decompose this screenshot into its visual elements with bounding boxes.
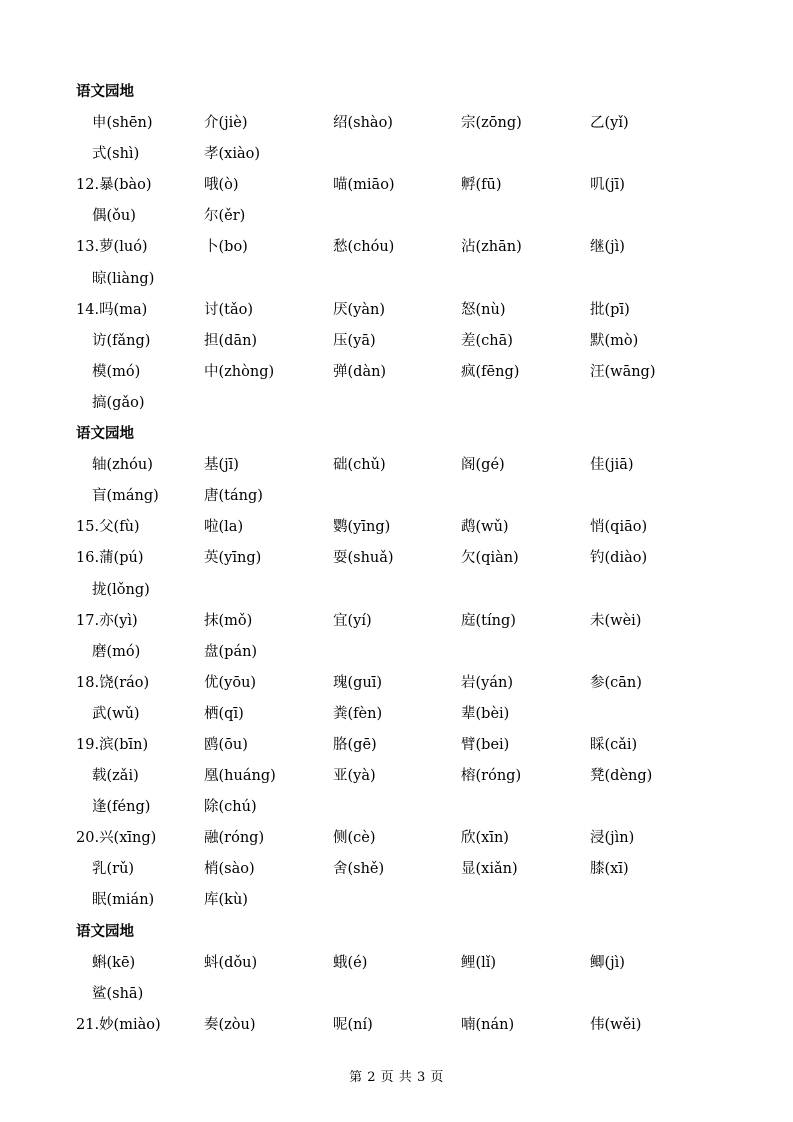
- character-pinyin: 抹(mǒ): [204, 612, 253, 629]
- pinyin-entry: [204, 734, 248, 756]
- section-heading: [0, 920, 793, 951]
- lesson-row: [0, 733, 793, 764]
- pinyin-entry: [204, 330, 257, 352]
- pinyin-entry: [333, 610, 372, 632]
- character-pinyin: 宗(zōng): [461, 115, 522, 132]
- pinyin-entry: [333, 734, 377, 756]
- character-pinyin: 侧(cè): [333, 830, 376, 847]
- word-row: [0, 982, 793, 1013]
- character-pinyin: 除(chú): [204, 799, 257, 816]
- character-pinyin: 亦(yì): [99, 612, 138, 629]
- character-pinyin: 鹉(wǔ): [461, 519, 509, 536]
- pinyin-entry: [333, 299, 385, 321]
- pinyin-entry: [333, 547, 394, 569]
- character-pinyin: 胳(gē): [333, 736, 377, 753]
- lesson-number: 15.: [76, 519, 100, 536]
- pinyin-entry: [333, 703, 382, 725]
- word-row: [0, 453, 793, 484]
- character-pinyin: 饶(ráo): [99, 674, 150, 691]
- character-pinyin: 厌(yàn): [333, 301, 385, 318]
- pinyin-entry: [590, 330, 638, 352]
- character-pinyin: 钓(diào): [590, 550, 648, 567]
- pinyin-entry: [333, 516, 390, 538]
- pinyin-entry: [333, 1014, 373, 1036]
- pinyin-entry: [590, 672, 642, 694]
- character-pinyin: 蝌(kē): [92, 954, 136, 971]
- character-pinyin: 榕(róng): [461, 768, 522, 785]
- pinyin-entry: [92, 889, 154, 911]
- pinyin-entry: [204, 485, 263, 507]
- pinyin-entry: [76, 672, 149, 694]
- character-pinyin: 舍(shě): [333, 861, 385, 878]
- character-pinyin: 申(shēn): [92, 115, 153, 132]
- pinyin-entry: [461, 1014, 514, 1036]
- pinyin-entry: [92, 454, 153, 476]
- word-row: [0, 484, 793, 515]
- pinyin-entry: [204, 299, 253, 321]
- pinyin-entry: [333, 765, 376, 787]
- character-pinyin: 妙(miào): [99, 1016, 161, 1033]
- character-pinyin: 讨(tǎo): [204, 301, 254, 318]
- character-pinyin: 武(wǔ): [92, 705, 140, 722]
- character-pinyin: 凰(huáng): [204, 768, 276, 785]
- pinyin-entry: [76, 174, 152, 196]
- character-pinyin: 梢(sào): [204, 861, 255, 878]
- pinyin-entry: [590, 454, 634, 476]
- word-row: [0, 111, 793, 142]
- character-pinyin: 瑰(guī): [333, 674, 383, 691]
- character-pinyin: 岩(yán): [461, 674, 513, 691]
- character-pinyin: 载(zǎi): [92, 768, 139, 785]
- character-pinyin: 呢(ní): [333, 1016, 373, 1033]
- pinyin-entry: [590, 952, 625, 974]
- pinyin-entry: [92, 703, 140, 725]
- word-row: [0, 888, 793, 919]
- pinyin-entry: [333, 174, 395, 196]
- pinyin-entry: [204, 236, 248, 258]
- pinyin-entry: [204, 672, 256, 694]
- pinyin-entry: [204, 547, 261, 569]
- character-pinyin: 凳(dèng): [590, 768, 653, 785]
- pinyin-entry: [76, 236, 148, 258]
- character-pinyin: 鲨(shā): [92, 985, 144, 1002]
- lesson-row: [0, 235, 793, 266]
- lesson-number: 12.: [76, 177, 100, 194]
- character-pinyin: 伟(wěi): [590, 1016, 642, 1033]
- pinyin-entry: [204, 174, 239, 196]
- character-pinyin: 吗(ma): [99, 301, 148, 318]
- pinyin-entry: [92, 983, 143, 1005]
- character-pinyin: 睬(cǎi): [590, 736, 638, 753]
- pinyin-entry: [92, 796, 150, 818]
- lesson-row: [0, 298, 793, 329]
- character-pinyin: 弹(dàn): [333, 363, 387, 380]
- lesson-row: [0, 546, 793, 577]
- section-heading-text: 语文园地: [76, 922, 134, 940]
- character-pinyin: 臂(bei): [461, 736, 510, 753]
- lesson-row: [0, 1013, 793, 1044]
- vocabulary-list: [0, 80, 793, 1044]
- character-pinyin: 鹦(yīng): [333, 519, 391, 536]
- pinyin-entry: [461, 361, 519, 383]
- word-row: [0, 764, 793, 795]
- character-pinyin: 暴(bào): [99, 177, 152, 194]
- character-pinyin: 喵(miāo): [333, 177, 395, 194]
- pinyin-entry: [590, 547, 647, 569]
- character-pinyin: 默(mò): [590, 332, 639, 349]
- pinyin-entry: [333, 236, 394, 258]
- character-pinyin: 膝(xī): [590, 861, 629, 878]
- pinyin-entry: [333, 672, 382, 694]
- character-pinyin: 继(jì): [590, 239, 625, 256]
- pinyin-entry: [92, 952, 135, 974]
- pinyin-entry: [204, 858, 255, 880]
- pinyin-entry: [76, 1014, 161, 1036]
- character-pinyin: 萝(luó): [99, 239, 148, 256]
- lesson-number: 18.: [76, 674, 100, 691]
- character-pinyin: 孝(xiào): [204, 146, 261, 163]
- pinyin-entry: [590, 174, 625, 196]
- character-pinyin: 愁(chóu): [333, 239, 395, 256]
- character-pinyin: 未(wèi): [590, 612, 642, 629]
- lesson-row: [0, 173, 793, 204]
- pinyin-entry: [92, 205, 136, 227]
- word-row: [0, 857, 793, 888]
- pinyin-entry: [76, 610, 138, 632]
- pinyin-entry: [590, 516, 647, 538]
- character-pinyin: 介(jiè): [204, 115, 248, 132]
- pinyin-entry: [204, 641, 257, 663]
- character-pinyin: 栖(qī): [204, 705, 244, 722]
- word-row: [0, 640, 793, 671]
- section-heading-text: 语文园地: [76, 425, 134, 443]
- character-pinyin: 鲫(jì): [590, 954, 625, 971]
- word-row: [0, 795, 793, 826]
- pinyin-entry: [333, 827, 376, 849]
- pinyin-entry: [461, 610, 516, 632]
- character-pinyin: 庭(tíng): [461, 612, 516, 629]
- pinyin-entry: [92, 579, 150, 601]
- character-pinyin: 亚(yà): [333, 768, 376, 785]
- character-pinyin: 参(cān): [590, 674, 642, 691]
- character-pinyin: 疯(fēng): [461, 363, 520, 380]
- pinyin-entry: [204, 889, 248, 911]
- pinyin-entry: [333, 112, 393, 134]
- pinyin-entry: [590, 734, 637, 756]
- pinyin-entry: [92, 112, 153, 134]
- pinyin-entry: [204, 516, 243, 538]
- character-pinyin: 佳(jiā): [590, 457, 634, 474]
- section-heading: [0, 422, 793, 453]
- pinyin-entry: [204, 112, 248, 134]
- character-pinyin: 宜(yí): [333, 612, 372, 629]
- pinyin-entry: [92, 858, 134, 880]
- pinyin-entry: [333, 454, 386, 476]
- character-pinyin: 批(pī): [590, 301, 630, 318]
- character-pinyin: 阁(gé): [461, 457, 505, 474]
- character-pinyin: 汪(wāng): [590, 363, 656, 380]
- pinyin-entry: [461, 547, 519, 569]
- character-pinyin: 父(fù): [99, 519, 140, 536]
- pinyin-entry: [461, 827, 509, 849]
- word-row: [0, 702, 793, 733]
- character-pinyin: 叽(jī): [590, 177, 625, 194]
- pinyin-entry: [590, 236, 625, 258]
- character-pinyin: 乳(rǔ): [92, 861, 135, 878]
- character-pinyin: 奏(zòu): [204, 1016, 256, 1033]
- pinyin-entry: [461, 516, 509, 538]
- pinyin-entry: [204, 454, 239, 476]
- character-pinyin: 晾(liàng): [92, 270, 155, 287]
- pinyin-entry: [590, 361, 656, 383]
- pinyin-entry: [204, 361, 274, 383]
- pinyin-entry: [204, 796, 257, 818]
- word-row: [0, 360, 793, 391]
- pinyin-entry: [92, 143, 139, 165]
- character-pinyin: 差(chā): [461, 332, 513, 349]
- character-pinyin: 基(jī): [204, 457, 239, 474]
- pinyin-entry: [590, 299, 630, 321]
- pinyin-entry: [590, 858, 629, 880]
- pinyin-entry: [461, 672, 513, 694]
- pinyin-entry: [461, 174, 502, 196]
- lesson-number: 17.: [76, 612, 100, 629]
- character-pinyin: 唐(táng): [204, 488, 263, 505]
- pinyin-entry: [76, 547, 144, 569]
- pinyin-entry: [590, 765, 652, 787]
- character-pinyin: 融(róng): [204, 830, 265, 847]
- word-row: [0, 578, 793, 609]
- pinyin-entry: [590, 610, 641, 632]
- character-pinyin: 蒲(pú): [99, 550, 144, 567]
- character-pinyin: 盘(pán): [204, 643, 258, 660]
- character-pinyin: 压(yā): [333, 332, 376, 349]
- character-pinyin: 拢(lǒng): [92, 581, 150, 598]
- lesson-number: 16.: [76, 550, 100, 567]
- pinyin-entry: [92, 485, 159, 507]
- pinyin-entry: [204, 610, 252, 632]
- character-pinyin: 库(kù): [204, 892, 248, 909]
- pinyin-entry: [333, 330, 376, 352]
- section-heading-text: 语文园地: [76, 83, 134, 100]
- pinyin-entry: [204, 952, 257, 974]
- pinyin-entry: [461, 952, 496, 974]
- pinyin-entry: [461, 734, 509, 756]
- pinyin-entry: [204, 703, 244, 725]
- pinyin-entry: [461, 858, 518, 880]
- pinyin-entry: [204, 205, 245, 227]
- pinyin-entry: [461, 703, 509, 725]
- character-pinyin: 搞(gǎo): [92, 394, 145, 411]
- pinyin-entry: [590, 827, 634, 849]
- character-pinyin: 鸥(ōu): [204, 736, 248, 753]
- character-pinyin: 欣(xīn): [461, 830, 509, 847]
- character-pinyin: 式(shì): [92, 146, 140, 163]
- word-row: [0, 204, 793, 235]
- pinyin-entry: [461, 299, 506, 321]
- pinyin-entry: [461, 454, 505, 476]
- character-pinyin: 鲤(lǐ): [461, 954, 497, 971]
- lesson-number: 20.: [76, 830, 100, 847]
- pinyin-entry: [76, 299, 147, 321]
- character-pinyin: 中(zhòng): [204, 363, 275, 380]
- lesson-row: [0, 826, 793, 857]
- pinyin-entry: [590, 1014, 641, 1036]
- character-pinyin: 兴(xīng): [99, 830, 157, 847]
- character-pinyin: 优(yōu): [204, 674, 257, 691]
- lesson-row: [0, 671, 793, 702]
- pinyin-entry: [333, 361, 386, 383]
- character-pinyin: 耍(shuǎ): [333, 550, 394, 567]
- character-pinyin: 模(mó): [92, 363, 141, 380]
- pinyin-entry: [204, 1014, 256, 1036]
- character-pinyin: 乙(yǐ): [590, 115, 629, 132]
- lesson-row: [0, 515, 793, 546]
- word-row: [0, 267, 793, 298]
- pinyin-entry: [333, 858, 384, 880]
- character-pinyin: 欠(qiàn): [461, 550, 519, 567]
- character-pinyin: 轴(zhóu): [92, 457, 153, 474]
- character-pinyin: 磨(mó): [92, 643, 141, 660]
- character-pinyin: 英(yīng): [204, 550, 262, 567]
- pinyin-entry: [333, 952, 367, 974]
- pinyin-entry: [92, 641, 140, 663]
- pinyin-entry: [92, 392, 144, 414]
- pinyin-entry: [461, 236, 522, 258]
- pinyin-entry: [92, 361, 140, 383]
- pinyin-entry: [461, 112, 522, 134]
- character-pinyin: 滨(bīn): [99, 736, 149, 753]
- character-pinyin: 怒(nù): [461, 301, 506, 318]
- pinyin-entry: [92, 268, 154, 290]
- pinyin-entry: [204, 765, 276, 787]
- character-pinyin: 眠(mián): [92, 892, 155, 909]
- character-pinyin: 逢(féng): [92, 799, 151, 816]
- pinyin-entry: [461, 330, 513, 352]
- word-row: [0, 142, 793, 173]
- pinyin-entry: [76, 827, 156, 849]
- page-footer: 第 2 页 共 3 页: [349, 1070, 444, 1085]
- character-pinyin: 粪(fèn): [333, 705, 383, 722]
- character-pinyin: 尔(ěr): [204, 208, 246, 225]
- character-pinyin: 盲(máng): [92, 488, 159, 505]
- lesson-number: 13.: [76, 239, 100, 256]
- lesson-number: 19.: [76, 736, 100, 753]
- word-row: [0, 391, 793, 422]
- character-pinyin: 访(fǎng): [92, 332, 151, 349]
- section-heading: [0, 80, 793, 111]
- lesson-row: [0, 609, 793, 640]
- character-pinyin: 担(dān): [204, 332, 258, 349]
- character-pinyin: 浸(jìn): [590, 830, 635, 847]
- word-row: [0, 329, 793, 360]
- pinyin-entry: [204, 143, 260, 165]
- character-pinyin: 础(chǔ): [333, 457, 386, 474]
- lesson-number: 21.: [76, 1016, 100, 1033]
- character-pinyin: 哦(ò): [204, 177, 239, 194]
- pinyin-entry: [590, 112, 629, 134]
- character-pinyin: 显(xiǎn): [461, 861, 518, 878]
- character-pinyin: 绍(shào): [333, 115, 393, 132]
- character-pinyin: 喃(nán): [461, 1016, 515, 1033]
- pinyin-entry: [204, 827, 264, 849]
- character-pinyin: 悄(qiāo): [590, 519, 648, 536]
- lesson-number: 14.: [76, 301, 100, 318]
- character-pinyin: 孵(fū): [461, 177, 502, 194]
- word-row: [0, 951, 793, 982]
- pinyin-entry: [76, 516, 140, 538]
- character-pinyin: 沾(zhān): [461, 239, 522, 256]
- character-pinyin: 卜(bo): [204, 239, 248, 256]
- character-pinyin: 蛾(é): [333, 954, 368, 971]
- character-pinyin: 辈(bèi): [461, 705, 510, 722]
- character-pinyin: 啦(la): [204, 519, 244, 536]
- pinyin-entry: [76, 734, 148, 756]
- character-pinyin: 偶(ǒu): [92, 208, 136, 225]
- character-pinyin: 蚪(dǒu): [204, 954, 258, 971]
- pinyin-entry: [92, 330, 150, 352]
- pinyin-entry: [92, 765, 139, 787]
- pinyin-entry: [461, 765, 521, 787]
